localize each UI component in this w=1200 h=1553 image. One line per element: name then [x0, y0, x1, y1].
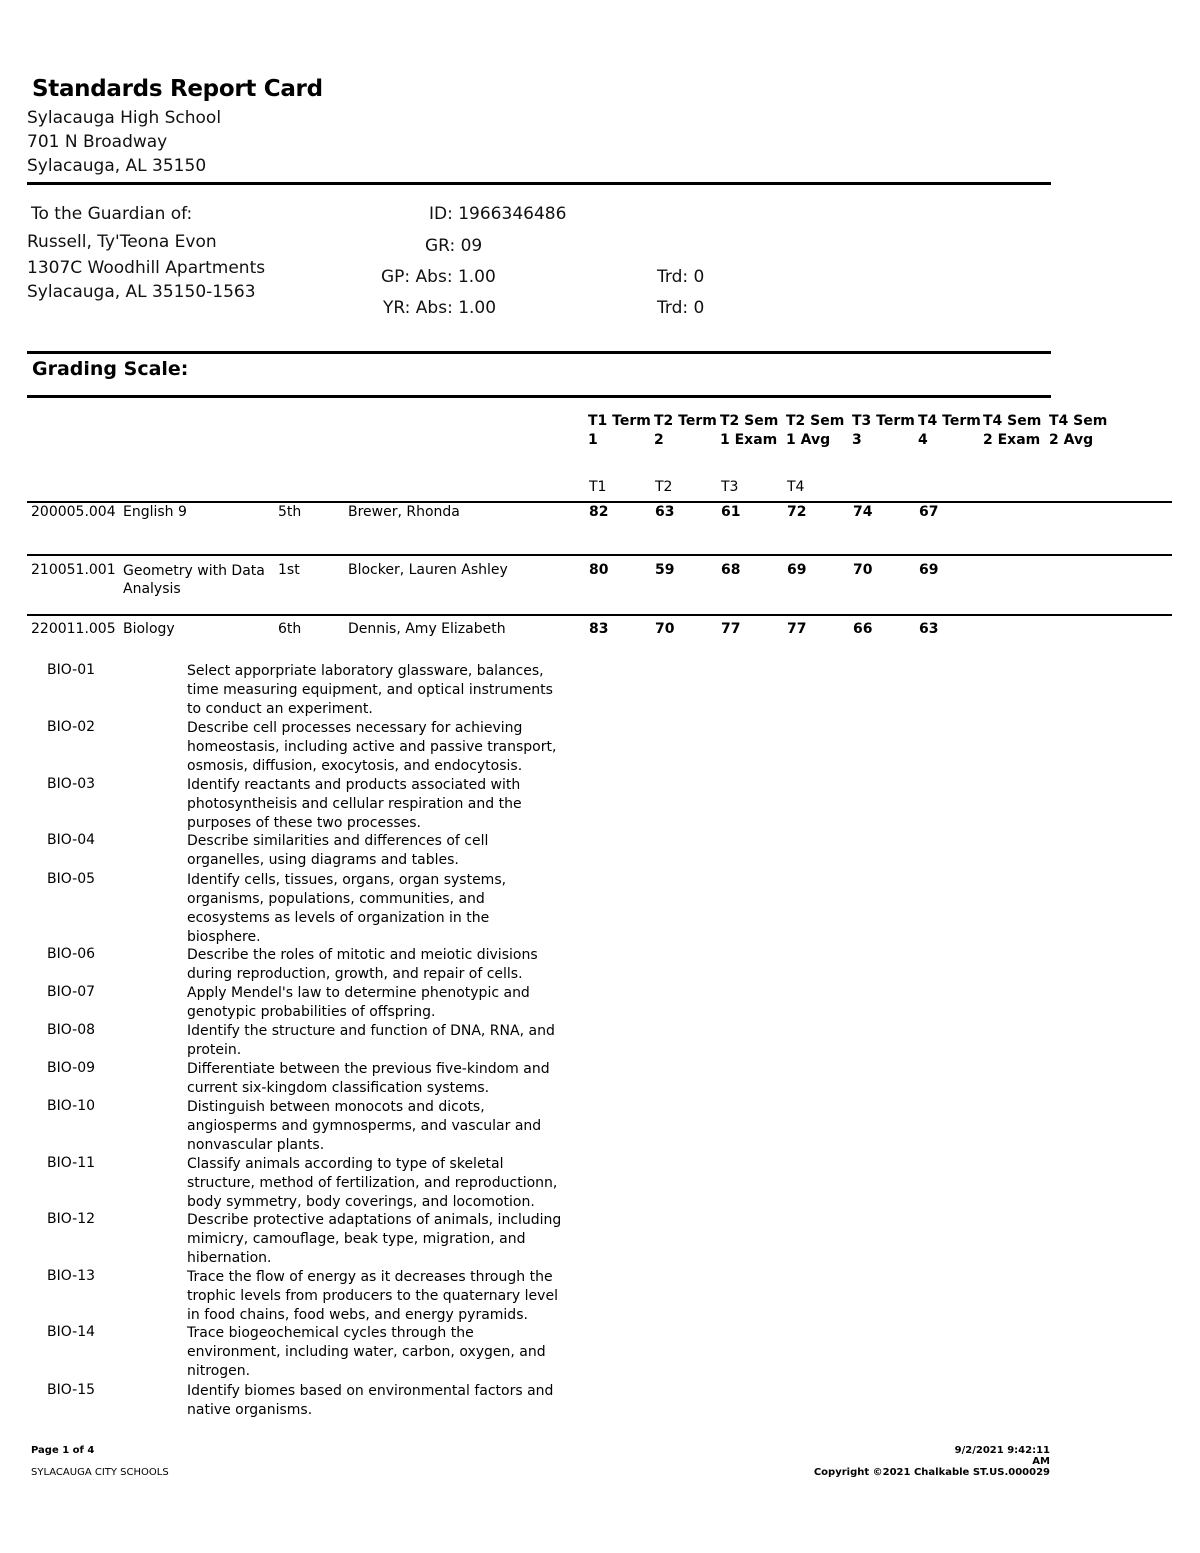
standard-code: BIO-02 — [47, 719, 96, 735]
report-title: Standards Report Card — [32, 76, 323, 102]
standard-description: Describe cell processes necessary for achieving homeostasis, including active and passive transport, osmosis, diffusion, exocytosis, and endocytosis. — [187, 720, 557, 774]
standard-code: BIO-09 — [47, 1060, 96, 1076]
print-timestamp: 9/2/2021 9:42:11 AM — [954, 1445, 1050, 1467]
column-header: T2 Sem 1 Avg — [786, 413, 845, 448]
course-teacher: Brewer, Rhonda — [348, 504, 460, 520]
course-divider — [27, 614, 1172, 616]
grade-value: 69 — [787, 562, 807, 578]
divider — [27, 351, 1051, 354]
column-header: T4 Sem 2 Avg — [1049, 413, 1108, 448]
grade-value: 83 — [589, 621, 609, 637]
column-header: T2 Term 2 — [654, 413, 717, 448]
standard-description: Identify cells, tissues, organs, organ systems, organisms, populations, communities, and ecosystems as levels of organization in the biosphere. — [187, 872, 507, 945]
standard-code: BIO-10 — [47, 1098, 96, 1114]
grading-scale-label: Grading Scale: — [32, 358, 189, 380]
standard-description: Classify animals according to type of skeletal structure, method of fertilization, and reproductionn, body symmetry, body coverings, and locomotion. — [187, 1156, 558, 1210]
grade-value: 74 — [853, 504, 873, 520]
standard-description: Identify reactants and products associated with photosyntheisis and cellular respiration and the purposes of these two processes. — [187, 777, 522, 831]
standard-code: BIO-05 — [47, 871, 96, 887]
standard-code: BIO-01 — [47, 662, 96, 678]
grade-value: 80 — [589, 562, 609, 578]
standard-code: BIO-13 — [47, 1268, 96, 1284]
standard-code: BIO-07 — [47, 984, 96, 1000]
course-name: Geometry with Data Analysis — [123, 563, 265, 597]
course-code: 220011.005 — [31, 621, 116, 637]
student-id: ID: 1966346486 — [429, 204, 567, 224]
standard-description: Select apporpriate laboratory glassware, balances, time measuring equipment, and optical instruments to conduct an experiment. — [187, 663, 553, 717]
student-street: 1307C Woodhill Apartments — [27, 258, 266, 278]
gp-tardies: Trd: 0 — [657, 267, 705, 287]
grade-value: 69 — [919, 562, 939, 578]
column-header: T2 Sem 1 Exam — [720, 413, 779, 448]
yr-absences: YR: Abs: 1.00 — [383, 298, 497, 318]
grade-value: 66 — [853, 621, 873, 637]
course-teacher: Blocker, Lauren Ashley — [348, 562, 508, 578]
grade-value: 67 — [919, 504, 939, 520]
course-teacher: Dennis, Amy Elizabeth — [348, 621, 506, 637]
column-header: T3 Term 3 — [852, 413, 915, 448]
divider — [27, 182, 1051, 185]
school-city: Sylacauga, AL 35150 — [27, 156, 207, 176]
student-grade-level: GR: 09 — [425, 236, 483, 256]
course-divider — [27, 501, 1172, 503]
grade-value: 72 — [787, 504, 807, 520]
standard-description: Trace biogeochemical cycles through the environment, including water, carbon, oxygen, and nitrogen. — [187, 1325, 546, 1379]
gp-absences: GP: Abs: 1.00 — [381, 267, 496, 287]
standard-code: BIO-12 — [47, 1211, 96, 1227]
standard-description: Trace the flow of energy as it decreases through the trophic levels from producers to the quaternary level in food chains, food webs, and energy pyramids. — [187, 1269, 558, 1323]
yr-tardies: Trd: 0 — [657, 298, 705, 318]
standard-description: Differentiate between the previous five-kindom and current six-kingdom classification systems. — [187, 1061, 550, 1096]
column-subheader: T3 — [721, 479, 739, 495]
school-name: Sylacauga High School — [27, 108, 222, 128]
grade-value: 68 — [721, 562, 741, 578]
grade-value: 63 — [655, 504, 675, 520]
course-code: 210051.001 — [31, 562, 116, 578]
grade-value: 82 — [589, 504, 609, 520]
standard-code: BIO-06 — [47, 946, 96, 962]
column-subheader: T4 — [787, 479, 805, 495]
grade-value: 59 — [655, 562, 675, 578]
standard-description: Identify biomes based on environmental factors and native organisms. — [187, 1383, 554, 1418]
standard-code: BIO-08 — [47, 1022, 96, 1038]
column-subheader: T1 — [589, 479, 607, 495]
standard-code: BIO-15 — [47, 1382, 96, 1398]
standard-code: BIO-11 — [47, 1155, 96, 1171]
divider — [27, 395, 1051, 398]
standard-code: BIO-14 — [47, 1324, 96, 1340]
standard-code: BIO-04 — [47, 832, 96, 848]
school-street: 701 N Broadway — [27, 132, 168, 152]
standard-description: Distinguish between monocots and dicots, angiosperms and gymnosperms, and vascular and nonvascular plants. — [187, 1099, 542, 1153]
guardian-label: To the Guardian of: — [31, 204, 193, 224]
course-name: Biology — [123, 621, 175, 637]
course-period: 1st — [278, 562, 300, 578]
course-period: 6th — [278, 621, 302, 637]
student-name: Russell, Ty'Teona Evon — [27, 232, 217, 252]
standard-description: Describe the roles of mitotic and meiotic divisions during reproduction, growth, and repair of cells. — [187, 947, 538, 982]
standard-description: Describe protective adaptations of animals, including mimicry, camouflage, beak type, migration, and hibernation. — [187, 1212, 562, 1266]
grade-value: 63 — [919, 621, 939, 637]
course-code: 200005.004 — [31, 504, 116, 520]
grade-value: 61 — [721, 504, 741, 520]
grade-value: 77 — [787, 621, 807, 637]
standard-code: BIO-03 — [47, 776, 96, 792]
column-header: T4 Sem 2 Exam — [983, 413, 1042, 448]
standard-description: Describe similarities and differences of cell organelles, using diagrams and tables. — [187, 833, 489, 868]
course-divider — [27, 554, 1172, 556]
page-number: Page 1 of 4 — [31, 1445, 95, 1456]
grade-value: 70 — [655, 621, 675, 637]
standard-description: Identify the structure and function of DNA, RNA, and protein. — [187, 1023, 555, 1058]
course-period: 5th — [278, 504, 302, 520]
column-header: T4 Term 4 — [918, 413, 981, 448]
column-subheader: T2 — [655, 479, 673, 495]
course-name: English 9 — [123, 504, 187, 520]
district-name: SYLACAUGA CITY SCHOOLS — [31, 1467, 169, 1478]
standard-description: Apply Mendel's law to determine phenotypic and genotypic probabilities of offspring. — [187, 985, 530, 1020]
student-city: Sylacauga, AL 35150-1563 — [27, 282, 256, 302]
copyright: Copyright ©2021 Chalkable ST.US.000029 — [813, 1467, 1050, 1478]
column-header: T1 Term 1 — [588, 413, 651, 448]
grade-value: 77 — [721, 621, 741, 637]
grade-value: 70 — [853, 562, 873, 578]
